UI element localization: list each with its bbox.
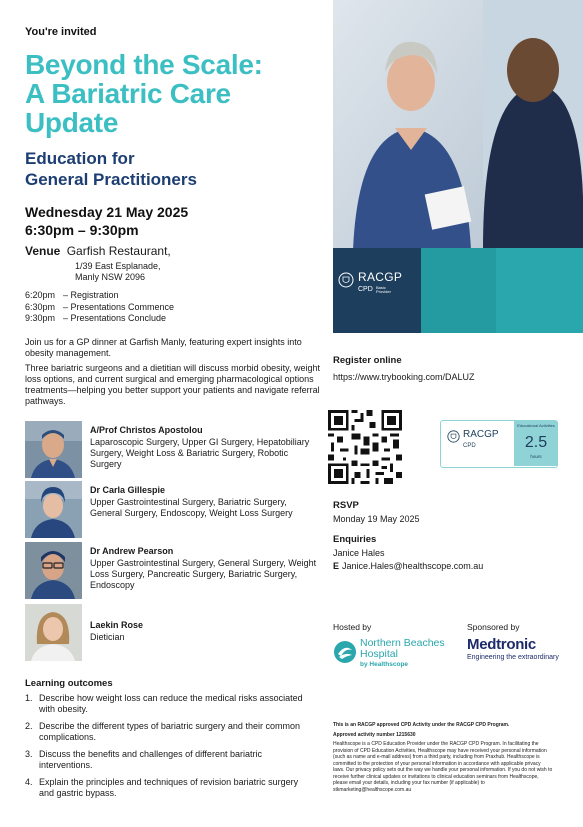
racgp-crest-icon [447, 430, 460, 443]
schedule-row: 6:30pm – Presentations Commence [25, 301, 175, 312]
sponsored-by-label: Sponsored by [467, 622, 520, 632]
cpd-hours-badge: RACGP CPD Educational Activities 2.5 hours [440, 420, 558, 468]
enquiries-email: E Janice.Hales@healthscope.com.au [333, 561, 484, 571]
speaker-card [25, 542, 325, 600]
event-title: Beyond the Scale: A Bariatric Care Update [25, 49, 263, 138]
right-column [333, 0, 583, 827]
enquiries-name: Janice Hales [333, 548, 385, 558]
event-subtitle: Education for General Practitioners [25, 149, 197, 189]
speaker-name: Laekin Rose [90, 620, 144, 630]
racgp-provider-badge: RACGP CPD Basic Provider [338, 270, 418, 308]
speaker-card [25, 421, 325, 479]
speaker-role: Upper Gastrointestinal Surgery, General Surgery, Weight Loss Surgery, Pancreatic Surgery, Bariatric Surgery, Endoscopy [90, 558, 317, 590]
register-title: Register online [333, 355, 402, 366]
list-item: 3. Discuss the benefits and challenges of different bariatric interventions. [25, 749, 262, 770]
speaker-role: Upper Gastrointestinal Surgery, Bariatric Surgery, General Surgery, Endoscopy, Weight Loss Surgery [90, 497, 293, 518]
schedule-row: 6:20pm – Registration [25, 290, 119, 300]
northern-beaches-hospital-logo: Northern Beaches Hospital by Healthscope [333, 638, 453, 672]
racgp-crest-icon [338, 272, 354, 288]
schedule [25, 290, 174, 325]
fine-print: This is an RACGP approved CPD Activity under the RACGP CPD Program. Approved activity number 1215630 Healthscope is a CPD Education Provider under the RACGP CPD Program. In facilitating the provision of CPD Education Activities, Healthscope may have received your personal information (such as name and e-mail address) from a third party, including from Praxhub. Healthscope is committed to the protection of your personal information in accordance with applicable privacy laws. Our privacy policy sets out the way we handle your personal information. If you do not wish to receive further clinical updates or invitations to clinical education seminars from Healthscope, please email your details, including your fax number (if applicable) to stkmarketing@healthscope.com.au [333, 722, 553, 793]
speaker-name: Dr Andrew Pearson [90, 546, 174, 556]
schedule-row: 9:30pm – Presentations Conclude [25, 313, 167, 323]
speaker-card [25, 604, 325, 662]
list-item: 4. Explain the principles and techniques of revision bariatric surgery and gastric bypass. [25, 777, 299, 798]
hero-photo [333, 0, 583, 333]
speaker-photo [25, 604, 82, 661]
register-link[interactable]: https://www.trybooking.com/DALUZ [333, 372, 475, 382]
venue-name: Garfish Restaurant, [66, 244, 171, 258]
event-datetime [25, 203, 188, 239]
enquiries-title: Enquiries [333, 534, 377, 545]
intro-text: Join us for a GP dinner at Garfish Manly, featuring expert insights into obesity management. Three bariatric surgeons and a dietitian will discuss morbid obesity, weight loss options, and current surgical and emerging pharmacological options treatments—helping you better support your patients and navigate referral pathways. [25, 337, 320, 406]
venue-address: 1/39 East Esplanade, Manly NSW 2096 [75, 261, 161, 282]
speaker-name: A/Prof Christos Apostolou [90, 425, 203, 435]
qr-code[interactable] [328, 410, 402, 484]
speaker-card [25, 481, 325, 539]
speaker-name: Dr Carla Gillespie [90, 485, 166, 495]
medtronic-logo: Medtronic Engineering the extraordinary [467, 636, 559, 661]
speaker-photo [25, 481, 82, 538]
email-link[interactable]: Janice.Hales@healthscope.com.au [342, 561, 484, 571]
speaker-role: Laparoscopic Surgery, Upper GI Surgery, Hepatobiliary Surgery, Weight Loss & Bariatric Surgery, Robotic Surgery [90, 437, 310, 469]
list-item: 1. Describe how weight loss can reduce the medical risks associated with obesity. [25, 693, 303, 714]
list-item: 2. Describe the different types of bariatric surgery and their common complications. [25, 721, 300, 742]
learning-outcomes-list [25, 693, 310, 805]
learning-outcomes-title: Learning outcomes [25, 678, 113, 689]
event-date: Wednesday 21 May 2025 [25, 204, 189, 220]
hosted-by-label: Hosted by [333, 622, 372, 632]
speaker-photo [25, 542, 82, 599]
rsvp-date: Monday 19 May 2025 [333, 514, 420, 524]
invited-heading: You're invited [25, 26, 97, 38]
venue-label: Venue [25, 244, 61, 258]
hospital-swirl-icon [333, 640, 357, 664]
event-time: 6:30pm – 9:30pm [25, 222, 139, 238]
speaker-role: Dietician [90, 632, 125, 642]
speaker-photo [25, 421, 82, 478]
rsvp-title: RSVP [333, 500, 359, 511]
venue-block [25, 244, 171, 282]
